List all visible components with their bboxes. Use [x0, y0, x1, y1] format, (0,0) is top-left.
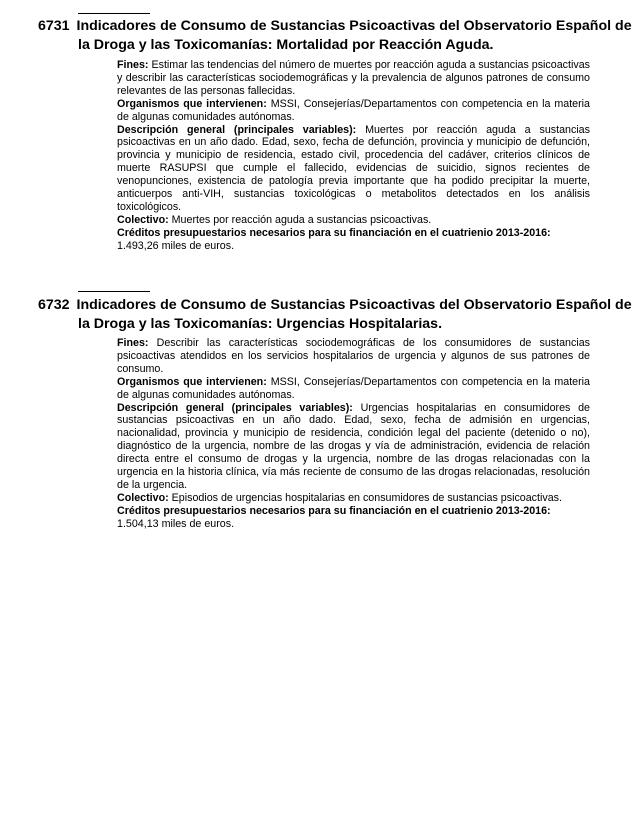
fines-paragraph: [117, 337, 590, 376]
descripcion-text: Urgencias hospitalarias en consumidores de sustancias psicoactivas en un año dado. Edad, sexo, fecha de admisión en urgencias, nacionalidad, provincia y municipio de residencia, condición legal del paciente (detenido o no), diagnóstico de la urgencia, nombre de las drogas y vía de administración, evidencia de relación directa entre el consumo de drogas y la urgencia, nombre de las drogas relacionadas con la urgencia en la historia clínica, vía más reciente de consumo de las drogas relacionadas, resolución de la urgencia.: [117, 401, 590, 491]
organismos-label: Organismos que intervienen:: [117, 375, 267, 388]
entry-number: 6732: [38, 297, 70, 313]
organismos-label: Organismos que intervienen:: [117, 97, 267, 110]
creditos-paragraph: [117, 227, 590, 240]
fines-paragraph: [117, 59, 590, 98]
separator-line: [78, 291, 150, 292]
colectivo-text: Episodios de urgencias hospitalarias en consumidores de sustancias psicoactivas.: [171, 491, 562, 504]
organismos-paragraph: [117, 376, 590, 402]
creditos-label: Créditos presupuestarios necesarios para su financiación en el cuatrienio 2013-2016:: [117, 226, 551, 239]
organismos-text: MSSI, Consejerías/Departamentos con competencia en la materia de algunas comunidades autónomas.: [117, 97, 590, 123]
colectivo-paragraph: [117, 214, 590, 227]
descripcion-paragraph: [117, 402, 590, 492]
entry-title-text: Indicadores de Consumo de Sustancias Psicoactivas del Observatorio Español de la Droga y las Toxicomanías: Mortalidad por Reacción Aguda.: [76, 18, 632, 53]
organismos-text: MSSI, Consejerías/Departamentos con competencia en la materia de algunas comunidades autónomas.: [117, 375, 590, 401]
creditos-amount: 1.493,26 miles de euros.: [117, 239, 235, 252]
entry-title: [38, 17, 638, 55]
creditos-amount: 1.504,13 miles de euros.: [117, 517, 235, 530]
descripcion-text: Muertes por reacción aguda a sustancias psicoactivas en un año dado. Edad, sexo, fecha de defunción, provincia y municipio de defunción, provincia y municipio de residencia, estado civil, procedencia del cadáver, criterios clínicos de muerte RASUPSI que cumple el fallecido, evidencias de suicidio, signos recientes de venopunciones, existencia de patología previa importante que ha podido precipitar la muerte, anticuerpos anti-VIH, sustancias toxicológicas o metabolitos detectados en los análisis toxicológicos.: [117, 123, 590, 213]
colectivo-label: Colectivo:: [117, 491, 169, 504]
entry-number: 6731: [38, 18, 70, 34]
descripcion-label: Descripción general (principales variables):: [117, 401, 353, 414]
creditos-label: Créditos presupuestarios necesarios para su financiación en el cuatrienio 2013-2016:: [117, 504, 551, 517]
descripcion-label: Descripción general (principales variables):: [117, 123, 357, 136]
fines-label: Fines:: [117, 59, 149, 71]
colectivo-label: Colectivo:: [117, 213, 169, 226]
fines-label: Fines:: [117, 337, 149, 349]
colectivo-text: Muertes por reacción aguda a sustancias psicoactivas.: [171, 213, 432, 226]
entry-body: [117, 59, 590, 253]
fines-text: Estimar las tendencias del número de muertes por reacción aguda a sustancias psicoactivas y describir las características sociodemográficas y la prevalencia de algunos patrones de consumo relevantes de las personas fallecidas.: [117, 59, 590, 97]
entry-body: [117, 337, 590, 531]
organismos-paragraph: [117, 98, 590, 124]
creditos-paragraph: [117, 505, 590, 518]
separator-line: [78, 13, 150, 14]
entry-title: [38, 296, 638, 334]
fines-text: Describir las características sociodemográficas de los consumidores de sustancias psicoactivas atendidos en los servicios hospitalarios de urgencia y algunos de sus patrones de consumo.: [117, 337, 590, 375]
colectivo-paragraph: [117, 492, 590, 505]
entry-title-text: Indicadores de Consumo de Sustancias Psicoactivas del Observatorio Español de la Droga y las Toxicomanías: Urgencias Hospitalarias.: [76, 297, 632, 332]
descripcion-paragraph: [117, 124, 590, 214]
